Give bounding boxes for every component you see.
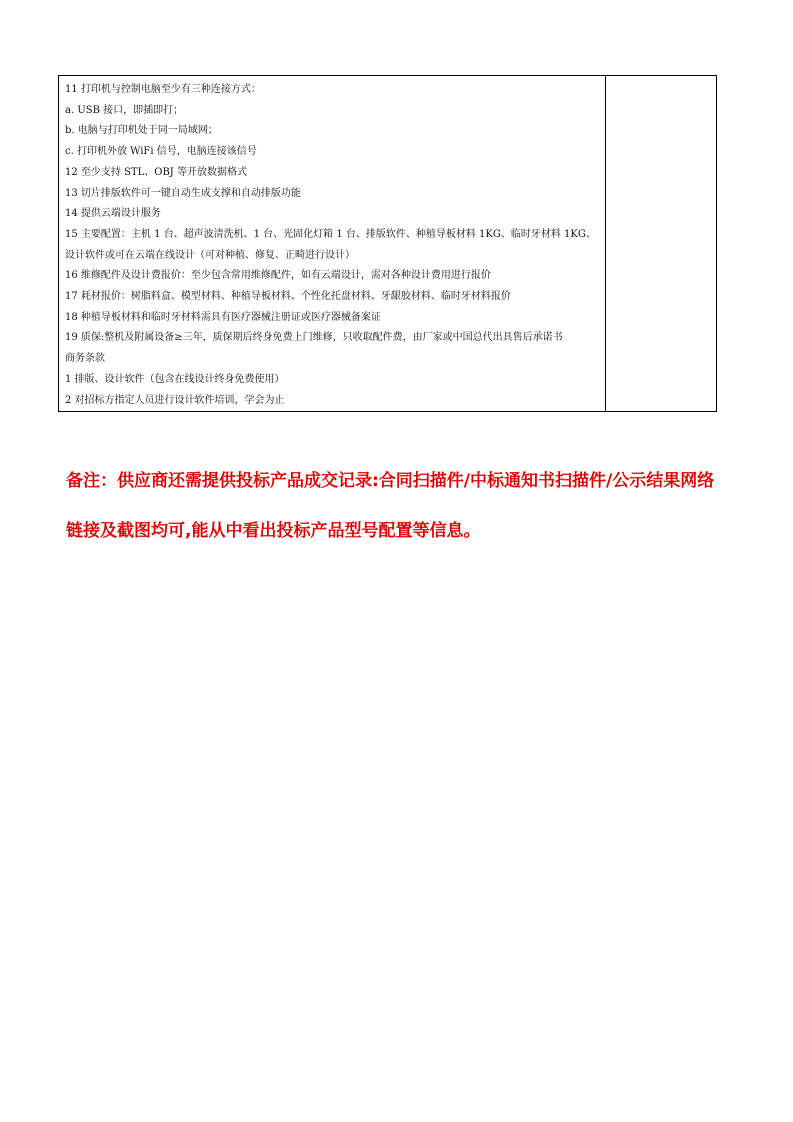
spec-line: 商务条款 [65,353,105,365]
spec-line: 设计软件或可在云端在线设计（可对种植、修复、正畸进行设计） [65,249,355,261]
spec-line: 1 排版、设计软件（包含在线设计终身免费使用） [65,373,285,385]
remark-note: 备注：供应商还需提供投标产品成交记录:合同扫描件/中标通知书扫描件/公示结果网络链接及截图均可,能从中看出投标产品型号配置等信息。 [66,471,715,541]
spec-line: 17 耗材报价：树脂料盒、模型材料、种植导板材料、个性化托盘材料、牙龈胶材料、临时牙材料报价 [65,291,511,303]
spec-line: 11 打印机与控制电脑至少有三种连接方式： [65,84,261,95]
spec-line: 15 主要配置：主机 1 台、超声波清洗机、1 台、光固化灯箱 1 台、排版软件、种植导板材料 1KG、临时牙材料 1KG、 [65,228,596,240]
spec-lines [59,76,605,411]
spec-line: 12 至少支持 STL、OBJ 等开放数据格式 [65,166,247,178]
spec-line: 19 质保:整机及附属设备≥三年，质保期后终身免费上门维修，只收取配件费，由厂家或中国总代出具售后承诺书 [65,332,563,344]
empty-cell [605,76,716,412]
spec-line: 13 切片排版软件可一键自动生成支撑和自动排版功能 [65,187,301,199]
spec-cell [59,76,606,412]
spec-line: 18 种植导板材料和临时牙材料需具有医疗器械注册证或医疗器械备案证 [65,311,381,323]
specification-table [58,75,717,412]
spec-line: c. 打印机外放 WiFi 信号，电脑连接该信号 [65,146,257,158]
spec-line: 16 维修配件及设计费报价：至少包含常用维修配件，如有云端设计，需对各种设计费用进行报价 [65,270,491,282]
spec-line: b. 电脑与打印机处于同一局域网； [65,125,218,137]
spec-line: 14 提供云端设计服务 [65,208,161,220]
spec-line: 2 对招标方指定人员进行设计软件培训，学会为止 [65,394,285,406]
table-row [59,76,717,412]
spec-line: a. USB 接口，即插即打； [65,104,184,116]
